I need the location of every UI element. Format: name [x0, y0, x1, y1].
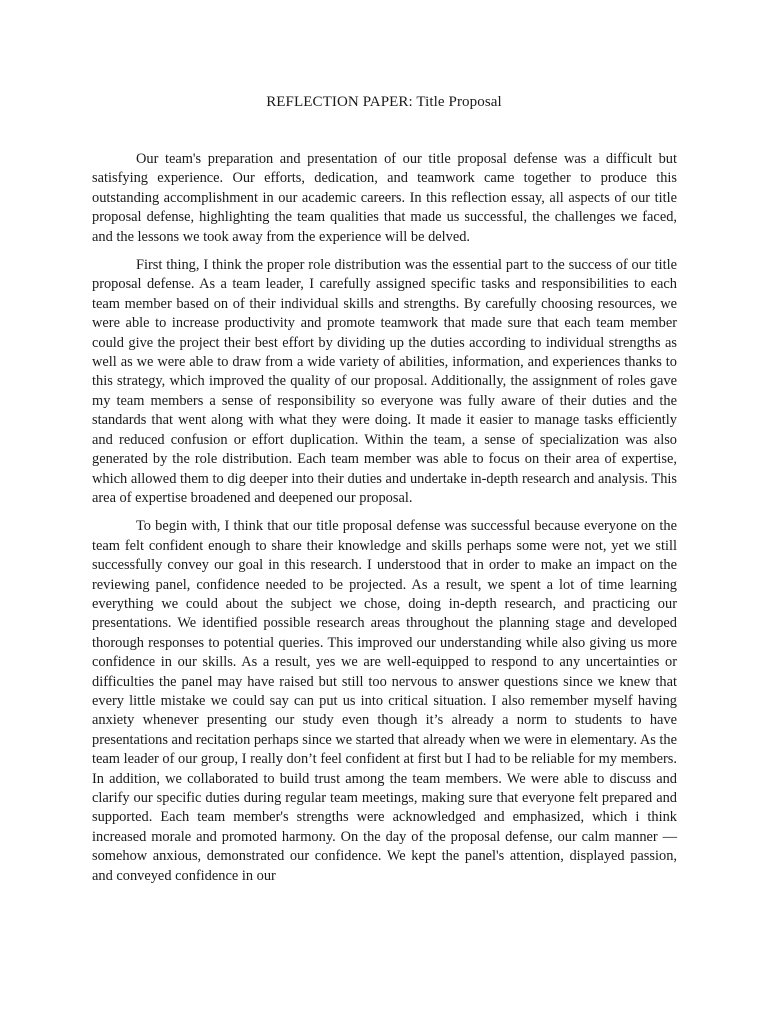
paragraph-intro: Our team's preparation and presentation of our title proposal defense was a difficult but satisfying experience. Our efforts, dedication, and teamwork came together to produce this outstanding accomplishment in our academic careers. In this reflection essay, all aspects of our title proposal defense, highlighting the team qualities that made us successful, the challenges we faced, and the lessons we took away from the experience will be delved. — [92, 151, 677, 245]
paragraph-confidence: To begin with, I think that our title proposal defense was successful because everyone on the team felt confident enough to share their knowledge and skills perhaps some were not, yet we still successfully convey our goal in this research. I understood that in order to make an impact on the reviewing panel, confidence needed to be projected. As a result, we spent a lot of time learning everything we could about the subject we chose, doing in-depth research, and practicing our presentations. We identified possible research areas throughout the planning stage and developed thorough responses to potential queries. This improved our understanding while also giving us more confidence in our skills. As a result, yes we are well-equipped to respond to any uncertainties or difficulties the panel may have raised but still too nervous to answer questions since we knew that every little mistake we could say can put us into critical situation. I also remember myself having anxiety whenever presenting our study even though it’s already a norm to students to have presentations and recitation perhaps since we started that already when we were in elementary. As the team leader of our group, I really don’t feel confident at first but I had to be reliable for my members. In addition, we collaborated to build trust among the team members. We were able to discuss and clarify our specific duties during regular team meetings, making sure that everyone felt prepared and supported. Each team member's strengths were acknowledged and emphasized, which i think increased morale and promoted harmony. On the day of the proposal defense, our calm manner —somehow anxious, demonstrated our confidence. We kept the panel's attention, displayed passion, and conveyed confidence in our — [92, 518, 677, 884]
paragraph-role-distribution: First thing, I think the proper role distribution was the essential part to the success of our title proposal defense. As a team leader, I carefully assigned specific tasks and responsibilities to each team member based on of their individual skills and strengths. By carefully choosing resources, we were able to increase productivity and promote teamwork that made sure that each team member could give the project their best effort by dividing up the duties according to individual strengths as well as we were able to draw from a wide variety of abilities, information, and experiences thanks to this strategy, which improved the quality of our proposal. Additionally, the assignment of roles gave my team members a sense of responsibility so everyone was fully aware of their duties and the standards that went along with what they were doing. It made it easier to manage tasks efficiently and reduced confusion or effort duplication. Within the team, a sense of specialization was also generated by the role distribution. Each team member was able to focus on their area of expertise, which allowed them to dig deeper into their duties and undertake in-depth research and analysis. This area of expertise broadened and deepened our proposal. — [92, 257, 677, 506]
document-body — [92, 150, 677, 895]
document-title: REFLECTION PAPER: Title Proposal — [266, 94, 502, 110]
